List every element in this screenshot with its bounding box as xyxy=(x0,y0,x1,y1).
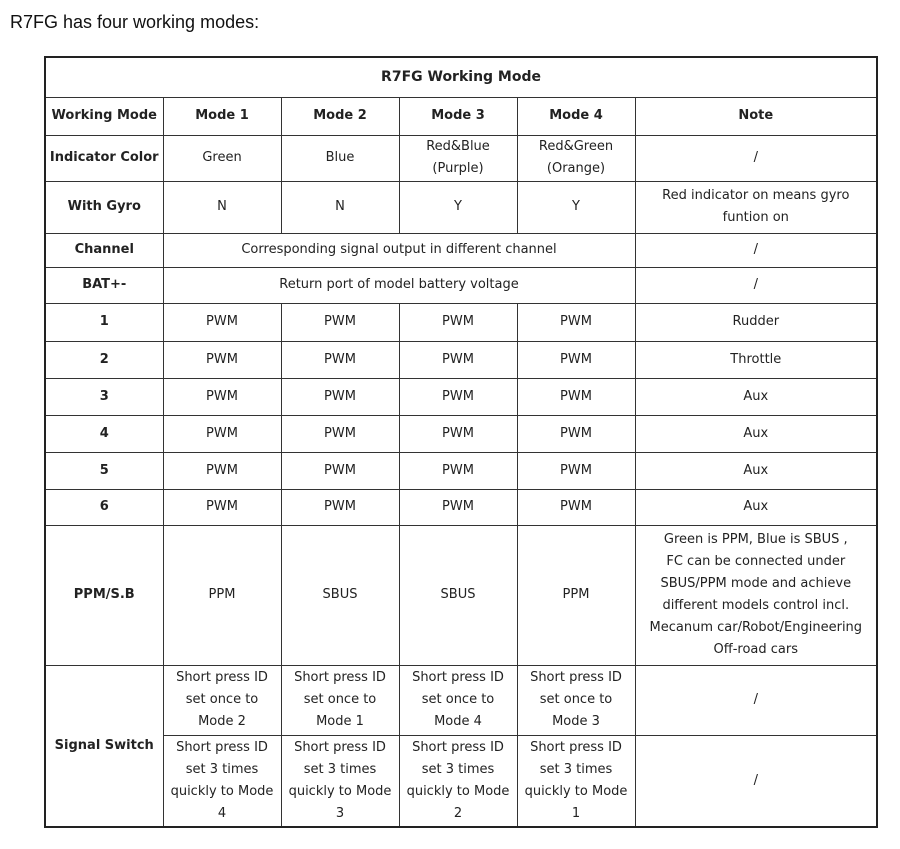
row-label: Channel xyxy=(45,233,163,267)
cell-line: Blue xyxy=(325,150,355,165)
row-label: 6 xyxy=(45,489,163,525)
cell-line: Short press ID xyxy=(412,739,504,755)
pwm-cell: PWM xyxy=(517,303,635,341)
note-cell: Aux xyxy=(635,489,877,525)
header-cell: Mode 3 xyxy=(399,97,517,135)
cell-line: funtion on xyxy=(722,210,789,225)
pwm-cell: PWM xyxy=(281,452,399,489)
header-cell: Working Mode xyxy=(45,97,163,135)
gyro-cell: Y xyxy=(517,181,635,233)
pwm-cell: PWM xyxy=(163,452,281,489)
cell-line: 2 xyxy=(453,805,463,821)
cell-line: Short press ID xyxy=(530,670,622,685)
pwm-cell: PWM xyxy=(281,341,399,378)
bat-row xyxy=(45,267,877,303)
pwm-cell: PWM xyxy=(281,378,399,415)
cell-line: 4 xyxy=(217,805,227,821)
switch-cell xyxy=(399,665,517,735)
channel-row-5 xyxy=(45,452,877,489)
pwm-cell: PWM xyxy=(399,489,517,525)
caption-row xyxy=(45,57,877,97)
cell-line: set 3 times xyxy=(539,761,613,777)
span-cell: Return port of model battery voltage xyxy=(163,267,635,303)
cell-line: 3 xyxy=(335,805,345,821)
row-label: Signal Switch xyxy=(45,665,163,827)
row-label: 3 xyxy=(45,378,163,415)
cell-line: set 3 times xyxy=(185,761,259,777)
indicator-color-row xyxy=(45,135,877,181)
cell-line: Mode 2 xyxy=(198,714,246,729)
cell-line: 1 xyxy=(571,805,581,821)
cell-line: Short press ID xyxy=(294,739,386,755)
pwm-cell: PWM xyxy=(517,489,635,525)
gyro-cell: N xyxy=(163,181,281,233)
signal-switch-three-row xyxy=(45,735,877,827)
cell-line: different models control incl. xyxy=(662,598,850,613)
pwm-cell: PWM xyxy=(517,378,635,415)
cell-line: Green is PPM, Blue is SBUS , xyxy=(663,532,848,547)
row-label: 5 xyxy=(45,452,163,489)
note-cell: / xyxy=(635,233,877,267)
cell-line: FC can be connected under xyxy=(666,554,846,569)
channel-row-6 xyxy=(45,489,877,525)
indicator-color-cell xyxy=(163,135,281,181)
indicator-color-cell xyxy=(399,135,517,181)
channel-row-4 xyxy=(45,415,877,452)
row-label: 4 xyxy=(45,415,163,452)
note-cell: Aux xyxy=(635,452,877,489)
note-cell: / xyxy=(635,665,877,735)
switch-cell xyxy=(399,735,517,827)
cell-line: Short press ID xyxy=(412,670,504,685)
cell-line: quickly to Mode xyxy=(170,783,274,799)
note-cell: Aux xyxy=(635,415,877,452)
cell-line: Red indicator on means gyro xyxy=(662,188,850,203)
row-label: 2 xyxy=(45,341,163,378)
header-cell: Mode 1 xyxy=(163,97,281,135)
gyro-cell: N xyxy=(281,181,399,233)
switch-cell xyxy=(517,665,635,735)
pwm-cell: PWM xyxy=(163,489,281,525)
cell-line: SBUS/PPM mode and achieve xyxy=(660,576,852,591)
cell-line: set once to xyxy=(303,692,377,707)
note-cell: Rudder xyxy=(635,303,877,341)
switch-cell xyxy=(163,735,281,827)
cell-line: Short press ID xyxy=(530,739,622,755)
pwm-cell: PWM xyxy=(163,415,281,452)
pwm-cell: PWM xyxy=(399,415,517,452)
channel-row-1 xyxy=(45,303,877,341)
switch-cell xyxy=(517,735,635,827)
note-cell: Throttle xyxy=(635,341,877,378)
row-label: BAT+- xyxy=(45,267,163,303)
table-body xyxy=(45,57,877,827)
header-row xyxy=(45,97,877,135)
cell-line: set 3 times xyxy=(421,761,495,777)
cell-line: (Orange) xyxy=(546,161,606,176)
cell-line: quickly to Mode xyxy=(406,783,510,799)
pwm-cell: PWM xyxy=(399,452,517,489)
switch-cell xyxy=(281,735,399,827)
ppm-cell: SBUS xyxy=(281,525,399,665)
channel-row-3 xyxy=(45,378,877,415)
indicator-color-cell xyxy=(517,135,635,181)
pwm-cell: PWM xyxy=(163,303,281,341)
pwm-cell: PWM xyxy=(163,341,281,378)
note-cell: / xyxy=(635,267,877,303)
pwm-cell: PWM xyxy=(517,415,635,452)
channel-row-2 xyxy=(45,341,877,378)
cell-line: set once to xyxy=(539,692,613,707)
cell-line: Green xyxy=(202,150,242,165)
row-label: Indicator Color xyxy=(45,135,163,181)
ppm-cell: SBUS xyxy=(399,525,517,665)
ppm-cell: PPM xyxy=(517,525,635,665)
cell-line: Mecanum car/Robot/Engineering xyxy=(649,620,863,635)
pwm-cell: PWM xyxy=(281,415,399,452)
table-caption: R7FG Working Mode xyxy=(45,57,877,97)
note-cell xyxy=(635,181,877,233)
ppm-sb-row xyxy=(45,525,877,665)
cell-line: set once to xyxy=(185,692,259,707)
gyro-cell: Y xyxy=(399,181,517,233)
note-cell xyxy=(635,525,877,665)
cell-line: set 3 times xyxy=(303,761,377,777)
ppm-cell: PPM xyxy=(163,525,281,665)
cell-line: Red&Green xyxy=(538,139,614,154)
cell-line: Red&Blue xyxy=(426,139,490,154)
header-cell: Mode 4 xyxy=(517,97,635,135)
intro-text: R7FG has four working modes: xyxy=(10,12,260,32)
cell-line: Mode 4 xyxy=(434,714,482,729)
cell-line: Mode 3 xyxy=(552,714,600,729)
cell-line: quickly to Mode xyxy=(288,783,392,799)
channel-row xyxy=(45,233,877,267)
cell-line: Short press ID xyxy=(176,739,268,755)
note-cell: Aux xyxy=(635,378,877,415)
pwm-cell: PWM xyxy=(399,303,517,341)
pwm-cell: PWM xyxy=(281,489,399,525)
switch-cell xyxy=(163,665,281,735)
row-label: PPM/S.B xyxy=(45,525,163,665)
working-mode-table xyxy=(44,56,878,828)
cell-line: Off-road cars xyxy=(713,642,799,657)
with-gyro-row xyxy=(45,181,877,233)
pwm-cell: PWM xyxy=(399,341,517,378)
indicator-color-cell xyxy=(281,135,399,181)
span-cell: Corresponding signal output in different channel xyxy=(163,233,635,267)
pwm-cell: PWM xyxy=(281,303,399,341)
note-cell: / xyxy=(635,735,877,827)
pwm-cell: PWM xyxy=(399,378,517,415)
switch-cell xyxy=(281,665,399,735)
cell-line: Short press ID xyxy=(294,670,386,685)
cell-line: quickly to Mode xyxy=(524,783,628,799)
cell-line: set once to xyxy=(421,692,495,707)
pwm-cell: PWM xyxy=(517,341,635,378)
cell-line: Mode 1 xyxy=(316,714,364,729)
signal-switch-once-row xyxy=(45,665,877,735)
pwm-cell: PWM xyxy=(163,378,281,415)
cell-line: (Purple) xyxy=(432,161,484,176)
row-label: With Gyro xyxy=(45,181,163,233)
cell-line: Short press ID xyxy=(176,670,268,685)
header-cell: Mode 2 xyxy=(281,97,399,135)
pwm-cell: PWM xyxy=(517,452,635,489)
row-label: 1 xyxy=(45,303,163,341)
header-cell: Note xyxy=(635,97,877,135)
note-cell: / xyxy=(635,135,877,181)
